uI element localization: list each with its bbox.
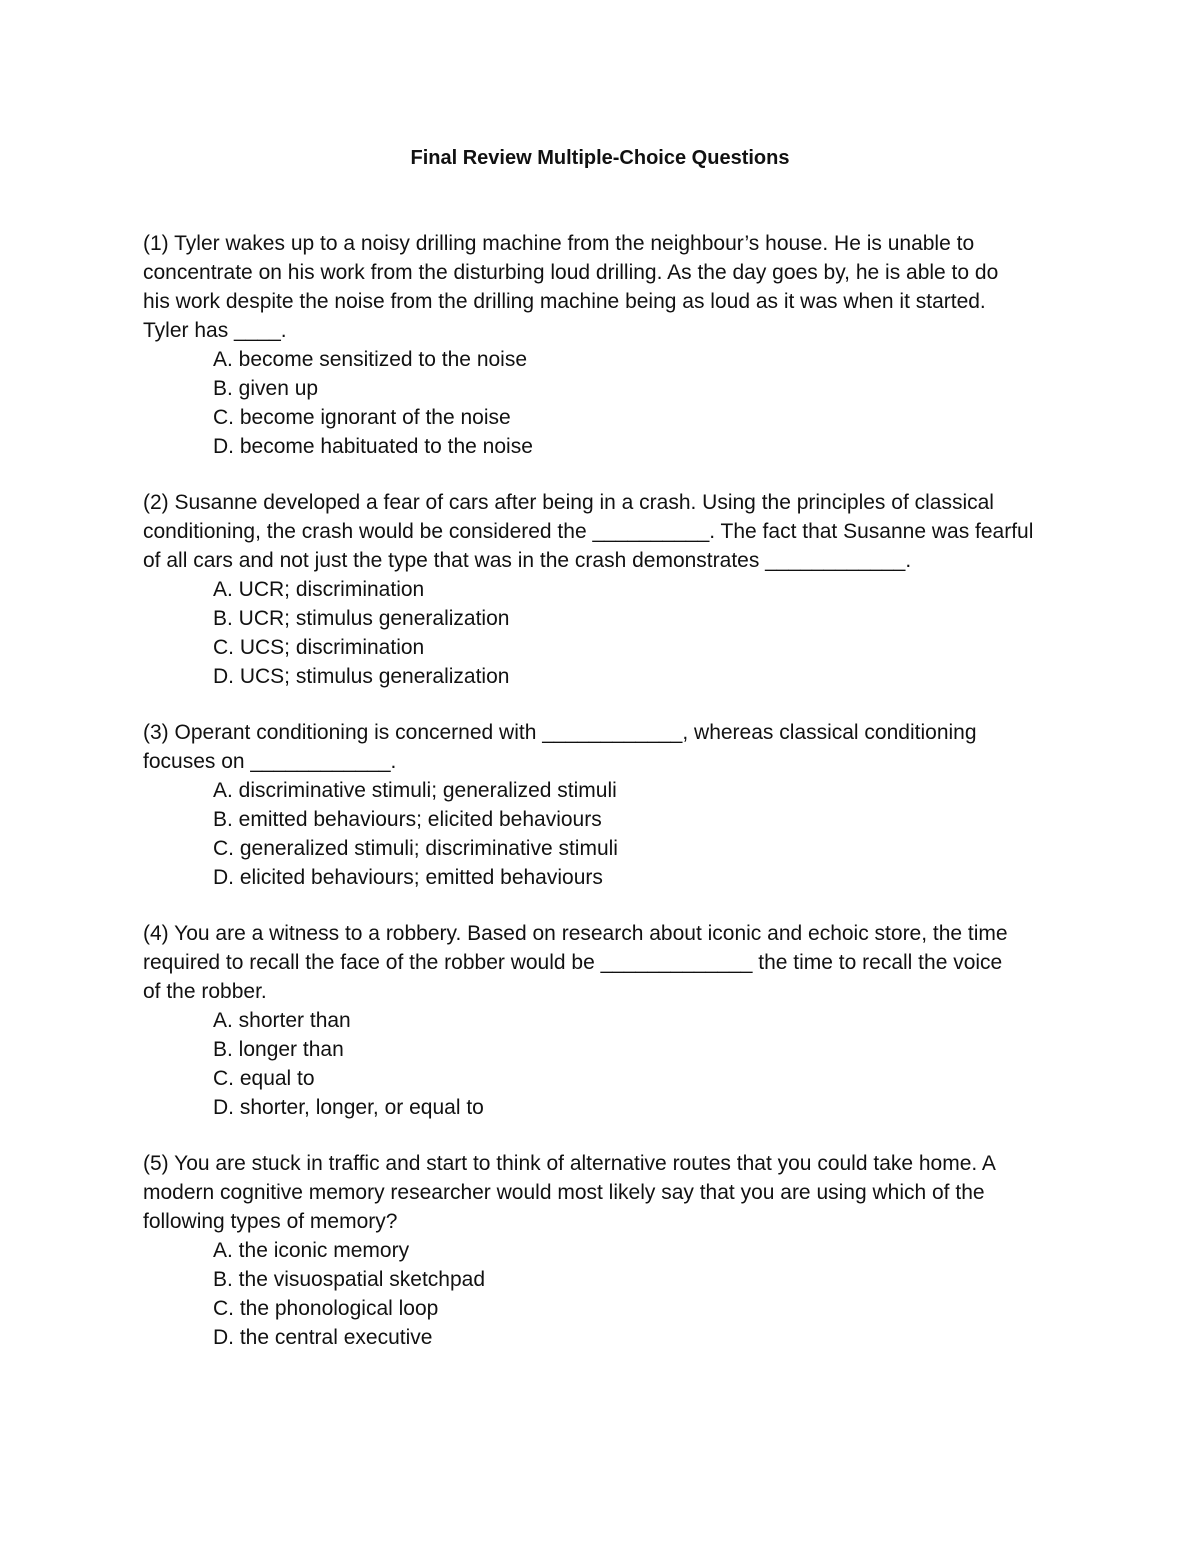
stem-line: Tyler has ____. — [143, 319, 287, 342]
question-5-stem — [143, 1149, 1073, 1236]
stem-line: conditioning, the crash would be considered the __________. The fact that Susanne was fearful — [143, 520, 1034, 543]
document-title: Final Review Multiple-Choice Questions — [410, 147, 790, 169]
option-d: D. elicited behaviours; emitted behaviours — [213, 866, 603, 889]
question-3-stem — [143, 718, 1073, 776]
option-b: B. given up — [213, 377, 319, 400]
stem-line: following types of memory? — [143, 1210, 398, 1233]
question-5 — [143, 1149, 1073, 1352]
stem-line: required to recall the face of the robber would be _____________ the time to recall the voice — [143, 951, 1003, 974]
option-d: D. shorter, longer, or equal to — [213, 1096, 484, 1119]
stem-line: (2) Susanne developed a fear of cars after being in a crash. Using the principles of classical — [143, 491, 994, 514]
option-a: A. shorter than — [213, 1009, 351, 1032]
question-4-stem — [143, 919, 1073, 1006]
question-2 — [143, 488, 1073, 691]
option-c: C. become ignorant of the noise — [213, 406, 511, 429]
option-c: C. the phonological loop — [213, 1297, 439, 1320]
question-1-options — [143, 345, 1073, 461]
stem-line: (1) Tyler wakes up to a noisy drilling machine from the neighbour’s house. He is unable to — [143, 232, 975, 255]
question-2-stem — [143, 488, 1073, 575]
question-1-stem — [143, 229, 1073, 345]
stem-line: focuses on ____________. — [143, 750, 397, 773]
stem-line: of the robber. — [143, 980, 267, 1003]
option-a: A. the iconic memory — [213, 1239, 410, 1262]
option-b: B. the visuospatial sketchpad — [213, 1268, 485, 1291]
question-3-options — [143, 776, 1073, 892]
stem-line: concentrate on his work from the disturbing loud drilling. As the day goes by, he is able to do — [143, 261, 999, 284]
option-c: C. UCS; discrimination — [213, 636, 425, 659]
option-b: B. emitted behaviours; elicited behaviours — [213, 808, 602, 831]
stem-line: his work despite the noise from the drilling machine being as loud as it was when it started. — [143, 290, 986, 313]
question-4 — [143, 919, 1073, 1122]
question-3 — [143, 718, 1073, 892]
option-a: A. become sensitized to the noise — [213, 348, 528, 371]
question-5-options — [143, 1236, 1073, 1352]
stem-line: (5) You are stuck in traffic and start to think of alternative routes that you could take home. A — [143, 1152, 996, 1175]
option-b: B. longer than — [213, 1038, 344, 1061]
question-1 — [143, 229, 1073, 461]
option-a: A. UCR; discrimination — [213, 578, 425, 601]
stem-line: (3) Operant conditioning is concerned with ____________, whereas classical conditioning — [143, 721, 977, 744]
stem-line: of all cars and not just the type that was in the crash demonstrates ____________. — [143, 549, 912, 572]
question-2-options — [143, 575, 1073, 691]
stem-line: modern cognitive memory researcher would most likely say that you are using which of the — [143, 1181, 985, 1204]
option-d: D. UCS; stimulus generalization — [213, 665, 510, 688]
option-b: B. UCR; stimulus generalization — [213, 607, 510, 630]
option-d: D. the central executive — [213, 1326, 433, 1349]
option-d: D. become habituated to the noise — [213, 435, 533, 458]
option-a: A. discriminative stimuli; generalized stimuli — [213, 779, 617, 802]
stem-line: (4) You are a witness to a robbery. Based on research about iconic and echoic store, the time — [143, 922, 1008, 945]
option-c: C. equal to — [213, 1067, 315, 1090]
option-c: C. generalized stimuli; discriminative stimuli — [213, 837, 618, 860]
question-4-options — [143, 1006, 1073, 1122]
